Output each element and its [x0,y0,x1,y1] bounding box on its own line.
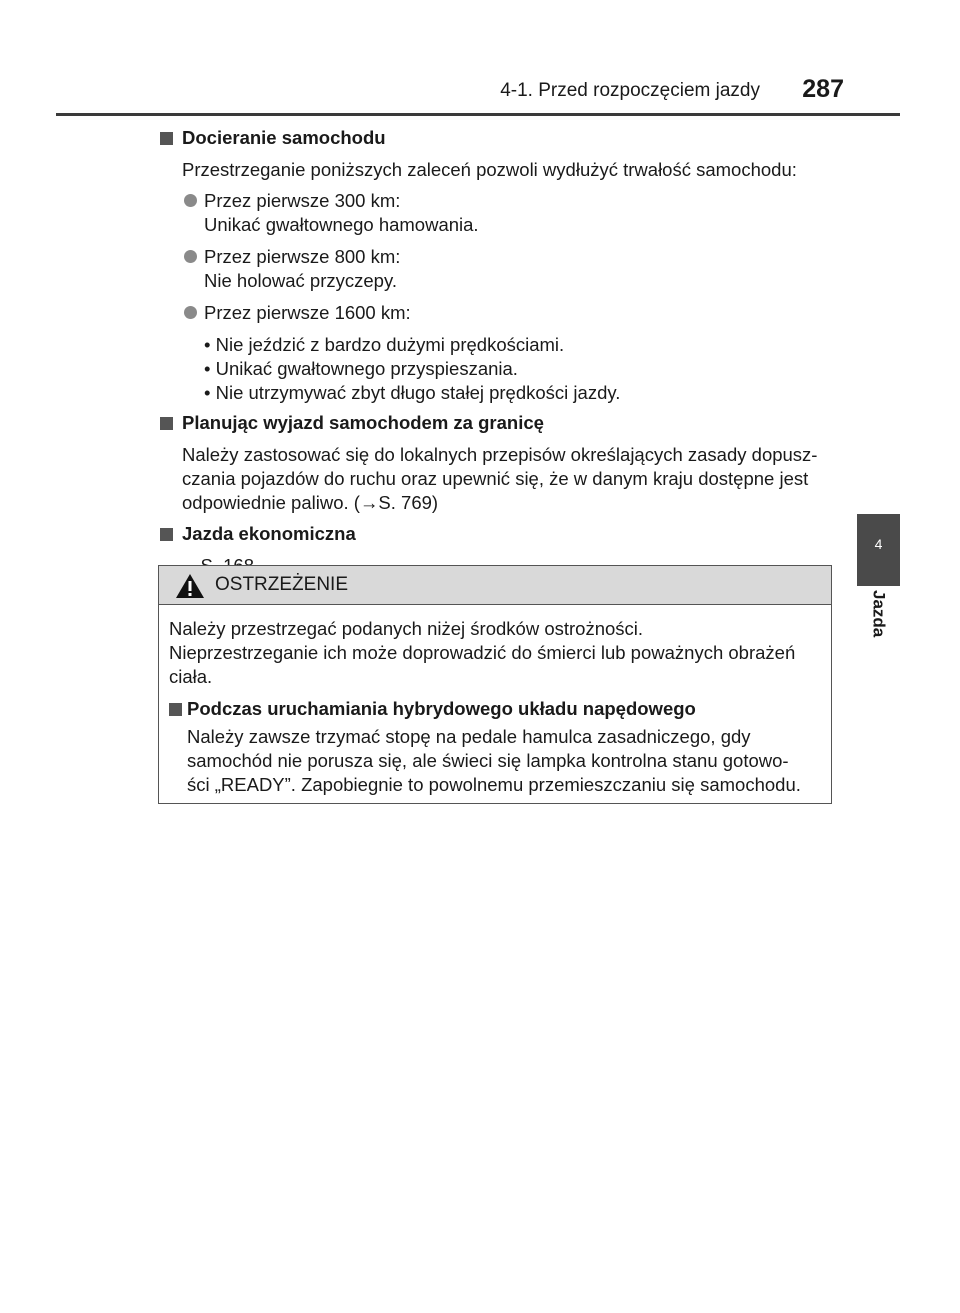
list-item-line: Nie holować przyczepy. [204,270,397,291]
round-bullet-icon [184,306,197,319]
list-item-line: Przez pierwsze 1600 km: [204,302,411,323]
list-item-line: Przez pierwsze 800 km: [204,246,401,267]
square-bullet-icon [160,528,173,541]
warning-paragraph [169,725,821,797]
paragraph-line: Należy zastosować się do lokalnych przepisów określających zasady dopusz- [182,444,818,465]
chapter-label: Jazda [869,590,889,638]
square-bullet-icon [160,417,173,430]
sub-list-item: • Nie jeździć z bardzo dużymi prędkościami. [204,334,565,355]
chapter-tab [857,514,900,586]
list-item-line: Przez pierwsze 300 km: [204,190,401,211]
chapter-number: 4 [874,536,883,552]
section-title: 4-1. Przed rozpoczęciem jazdy [500,80,760,101]
heading-abroad [160,411,840,435]
heading-text: Planując wyjazd samochodem za granicę [182,412,544,433]
list-item [160,301,840,325]
heading-break-in [160,126,840,150]
warning-box [158,565,832,804]
warning-subheading [169,697,821,721]
sub-list-item: • Unikać gwałtownego przyspieszania. [204,358,518,379]
warning-line: ciała. [169,666,213,687]
warning-body [159,605,831,797]
warning-header [159,566,831,605]
paragraph [160,443,840,515]
square-bullet-icon [169,703,182,716]
sub-list-item: • Nie utrzymywać zbyt długo stałej prędkości jazdy. [204,382,621,403]
warning-subheading-text: Podczas uruchamiania hybrydowego układu napędowego [187,698,696,719]
warning-line: Należy przestrzegać podanych niżej środków ostrożności. [169,618,644,639]
round-bullet-icon [184,250,197,263]
page-header [56,75,900,116]
list-item [160,189,840,237]
warning-line: samochód nie porusza się, ale świeci się lampka kontrolna stanu gotowo- [187,750,789,771]
page-reference-link[interactable]: odpowiednie paliwo. (→S. 769) [182,492,439,513]
paragraph-line: czania pojazdów do ruchu oraz upewnić się, że w danym kraju dostępne jest [182,468,809,489]
paragraph: Przestrzeganie poniższych zaleceń pozwoli wydłużyć trwałość samochodu: [182,159,797,180]
warning-line: Nieprzestrzeganie ich może doprowadzić do śmierci lub poważnych obrażeń [169,642,796,663]
list-item [160,245,840,293]
heading-text: Docieranie samochodu [182,127,386,148]
square-bullet-icon [160,132,173,145]
sub-list [160,333,840,405]
warning-title: OSTRZEŻENIE [215,574,349,595]
list-item-line: Unikać gwałtownego hamowania. [204,214,479,235]
header-rule [56,113,900,116]
warning-line: ści „READY”. Zapobiegnie to powolnemu przemieszczaniu się samochodu. [187,774,801,795]
heading-eco [160,522,840,546]
page-number: 287 [802,75,844,103]
warning-triangle-icon [175,573,205,599]
main-content [160,126,840,585]
heading-text: Jazda ekonomiczna [182,523,356,544]
warning-line: Należy zawsze trzymać stopę na pedale hamulca zasadniczego, gdy [187,726,751,747]
round-bullet-icon [184,194,197,207]
